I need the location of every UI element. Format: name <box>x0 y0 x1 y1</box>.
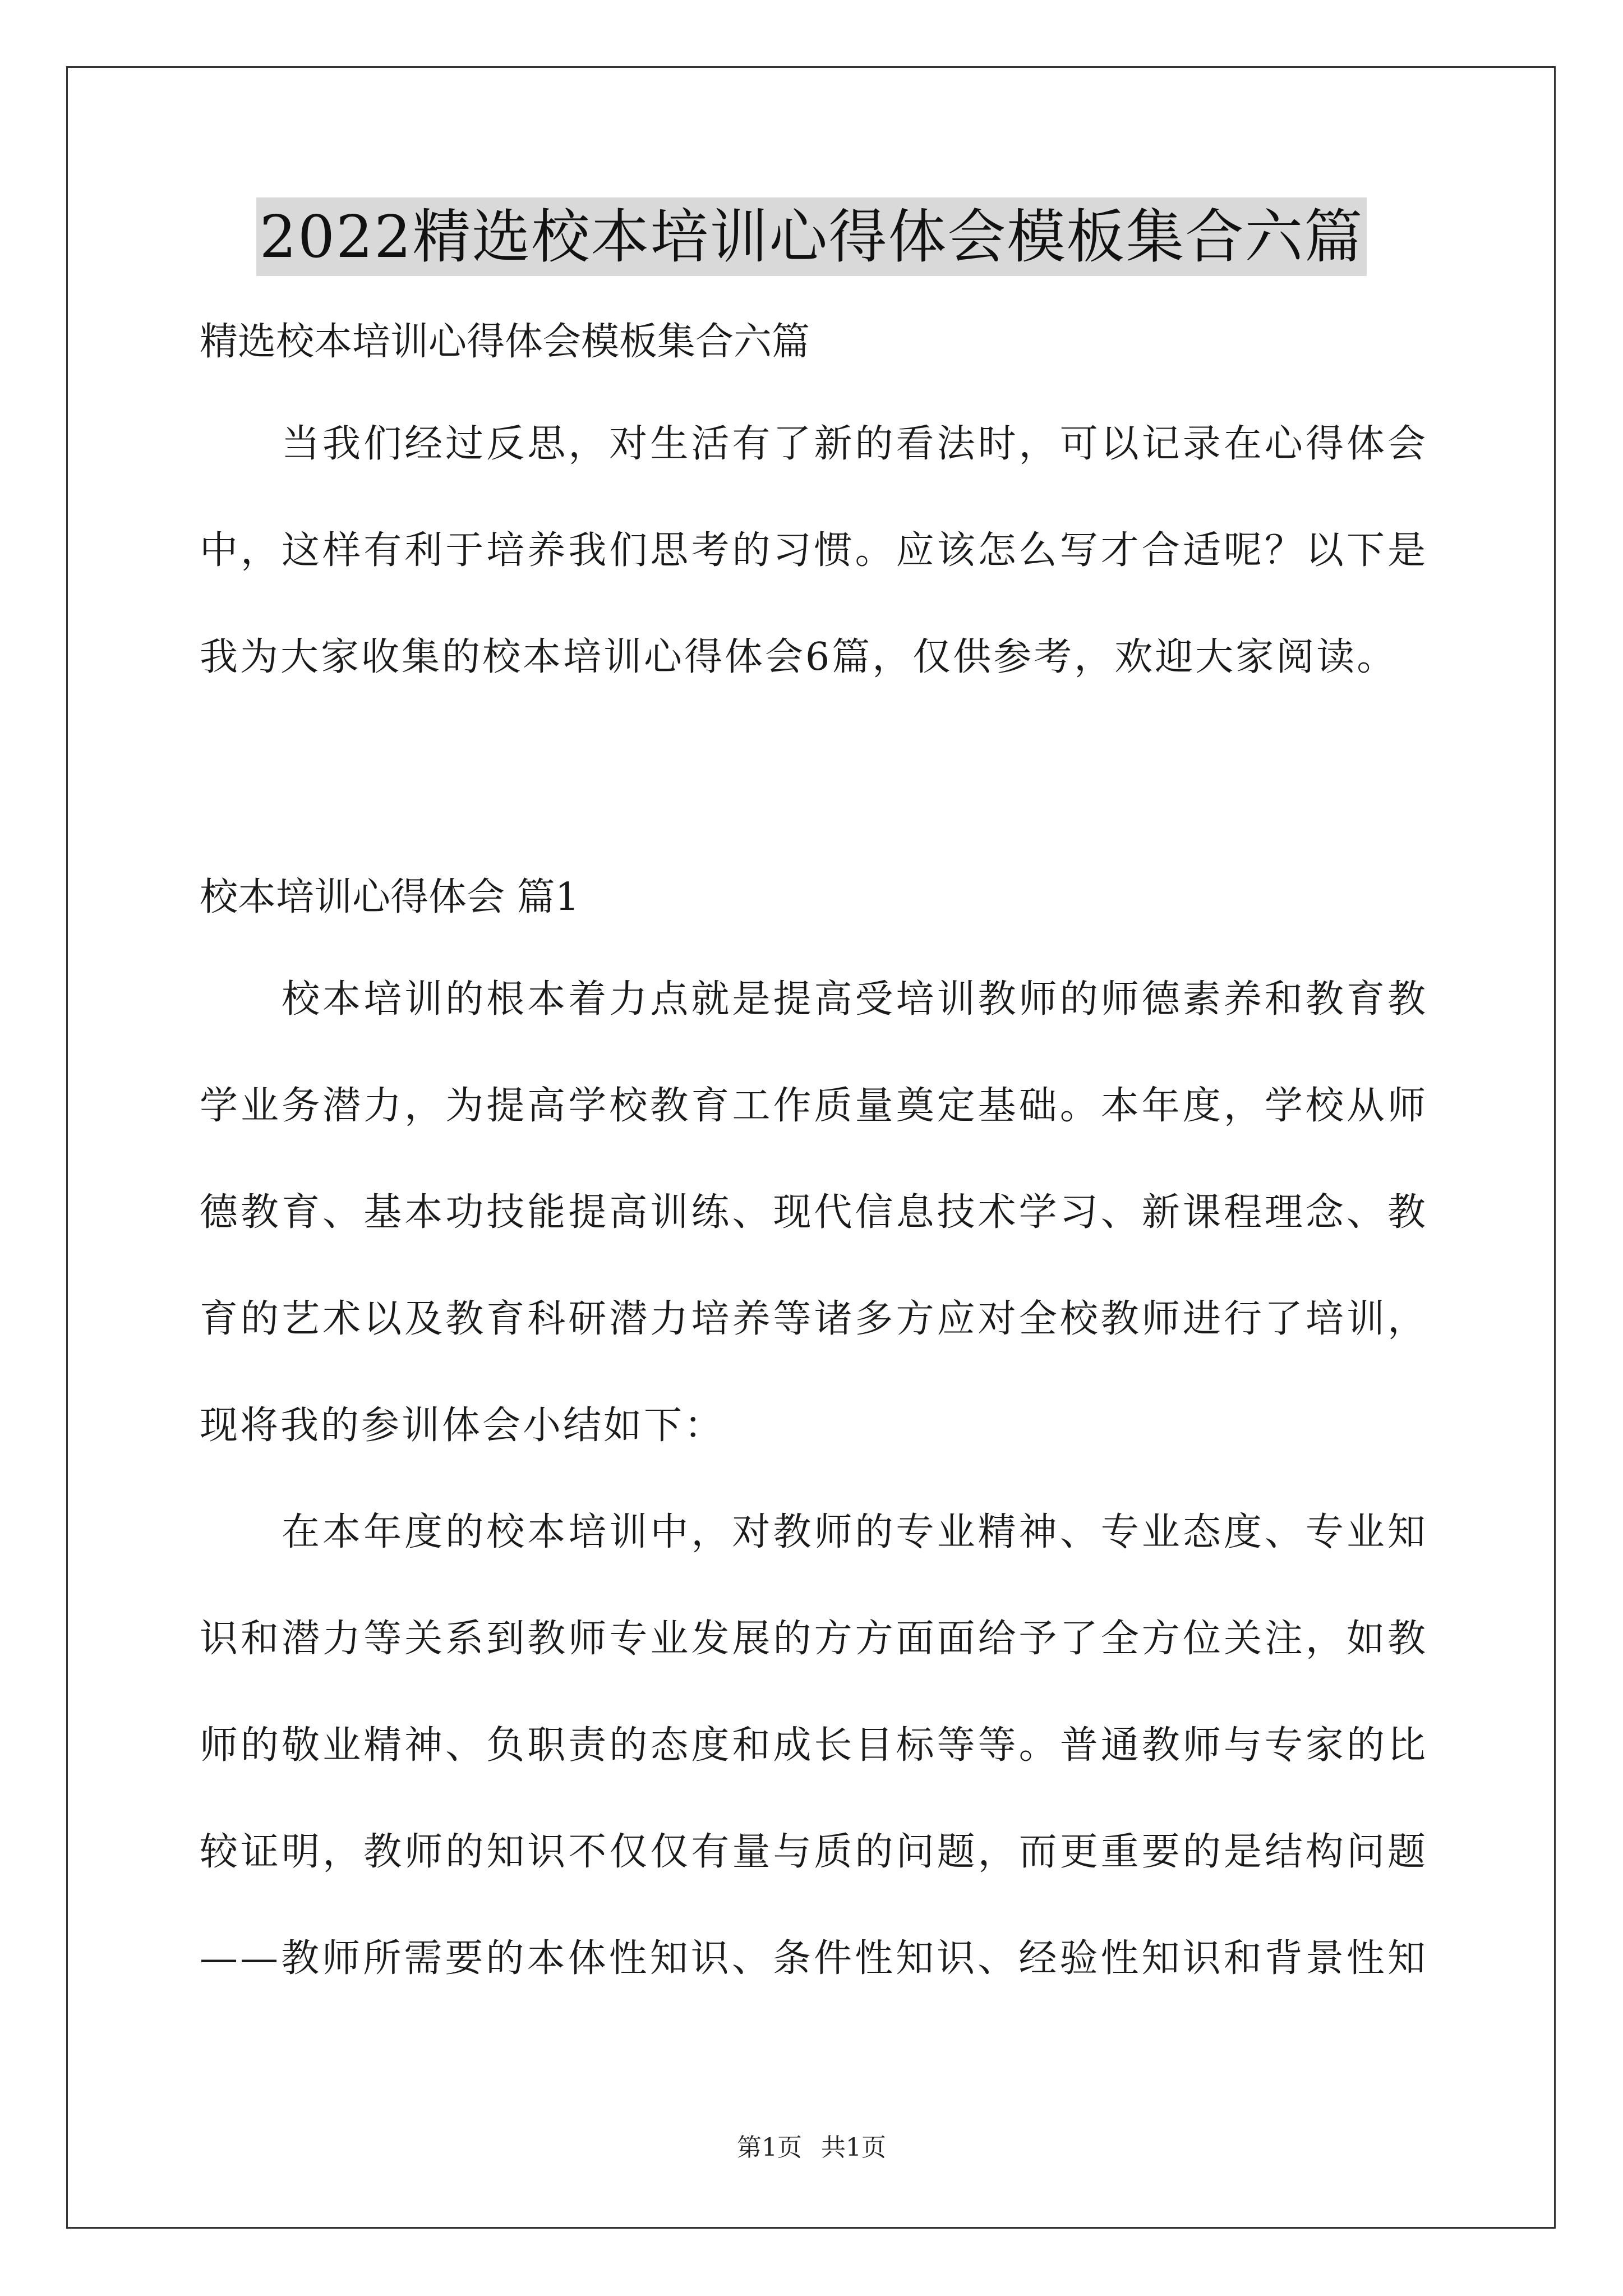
body-paragraph-2 <box>200 1510 1428 2043</box>
title-wrap <box>0 197 1623 276</box>
section-heading: 校本培训心得体会 篇1 <box>200 875 579 919</box>
intro-line: 中，这样有利于培养我们思考的习惯。应该怎么写才合适呢？以下是 <box>200 528 1428 573</box>
paragraph-line: 校本培训的根本着力点就是提高受培训教师的师德素养和教育教 <box>282 977 1428 1022</box>
paragraph-line: 在本年度的校本培训中，对教师的专业精神、专业态度、专业知 <box>282 1510 1428 1554</box>
document-title: 2022精选校本培训心得体会模板集合六篇 <box>256 197 1367 276</box>
paragraph-line: 学业务潜力，为提高学校教育工作质量奠定基础。本年度，学校从师 <box>200 1084 1428 1128</box>
body-paragraph-1 <box>200 977 1428 1510</box>
paragraph-line: 现将我的参训体会小结如下： <box>200 1404 725 1448</box>
intro-paragraph <box>200 422 1428 742</box>
paragraph-line: 识和潜力等关系到教师专业发展的方方面面给予了全方位关注，如教 <box>200 1617 1428 1661</box>
page-footer <box>0 2127 1623 2163</box>
total-pages: 共1页 <box>821 2133 886 2162</box>
paragraph-line: ——教师所需要的本体性知识、条件性知识、经验性知识和背景性知 <box>200 1936 1428 1981</box>
document-subtitle: 精选校本培训心得体会模板集合六篇 <box>200 320 810 364</box>
paragraph-line: 德教育、基本功技能提高训练、现代信息技术学习、新课程理念、教 <box>200 1190 1428 1235</box>
paragraph-line: 师的敬业精神、负职责的态度和成长目标等等。普通教师与专家的比 <box>200 1723 1428 1768</box>
intro-line: 我为大家收集的校本培训心得体会6篇，仅供参考，欢迎大家阅读。 <box>200 635 1398 679</box>
intro-line: 当我们经过反思，对生活有了新的看法时，可以记录在心得体会 <box>282 422 1428 466</box>
paragraph-line: 育的艺术以及教育科研潜力培养等诸多方应对全校教师进行了培训， <box>200 1297 1428 1341</box>
paragraph-line: 较证明，教师的知识不仅仅有量与质的问题，而更重要的是结构问题 <box>200 1830 1428 1874</box>
page-number: 第1页 <box>737 2133 802 2162</box>
